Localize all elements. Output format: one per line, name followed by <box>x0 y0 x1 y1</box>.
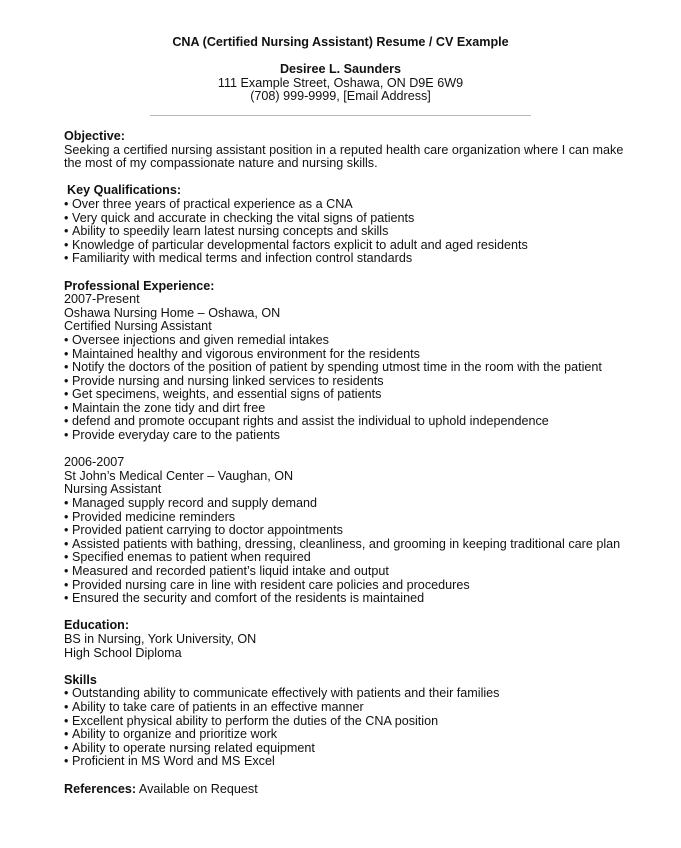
references-line <box>64 783 644 797</box>
list-item: • Proficient in MS Word and MS Excel <box>64 754 275 769</box>
skills-list <box>64 687 644 769</box>
job-employer: St John’s Medical Center – Vaughan, ON <box>64 468 294 483</box>
list-item: • Measured and recorded patient’s liquid intake and output <box>64 564 389 578</box>
bullet-icon: • <box>64 496 69 511</box>
list-item: • Provided nursing care in line with resident care policies and procedures <box>64 577 470 592</box>
job-role: Certified Nursing Assistant <box>64 319 212 334</box>
list-item: • Maintain the zone tidy and dirt free <box>64 400 266 415</box>
objective-text: Seeking a certified nursing assistant position in a reputed health care organization where I can make the most of my compassionate nature and nursing skills. <box>64 142 624 171</box>
job-duties-list <box>64 497 644 606</box>
bullet-icon: • <box>64 251 69 266</box>
list-item: • Ability to operate nursing related equipment <box>64 740 315 755</box>
list-item: • Get specimens, weights, and essential signs of patients <box>64 387 382 402</box>
bullet-icon: • <box>64 400 69 415</box>
bullet-icon: • <box>64 224 69 239</box>
bullet-icon: • <box>64 346 69 361</box>
list-item: • defend and promote occupant rights and assist the individual to uphold independence <box>64 414 549 429</box>
list-item: • Ensured the security and comfort of the residents is maintained <box>64 591 425 606</box>
references-value: Available on Request <box>138 781 258 796</box>
contact-address: 111 Example Street, Oshawa, ON D9E 6W9 <box>217 75 464 90</box>
education-item: BS in Nursing, York University, ON <box>64 631 257 646</box>
bullet-icon: • <box>64 713 69 728</box>
bullet-icon: • <box>64 332 69 347</box>
bullet-icon: • <box>64 387 69 402</box>
skills-heading: Skills <box>64 672 97 687</box>
list-item: • Notify the doctors of the position of patient by spending utmost time in the room with the patient <box>64 360 602 375</box>
education-item: High School Diploma <box>64 645 182 660</box>
resume-body <box>64 130 644 796</box>
list-item: • Assisted patients with bathing, dressing, cleanliness, and grooming in keeping traditional care plan <box>64 536 621 551</box>
bullet-icon: • <box>64 564 69 578</box>
bullet-icon: • <box>64 414 69 429</box>
list-item: • Knowledge of particular developmental factors explicit to adult and aged residents <box>64 237 528 252</box>
list-item: • Provided medicine reminders <box>64 509 236 524</box>
bullet-icon: • <box>64 237 69 252</box>
bullet-icon: • <box>64 727 69 742</box>
job-role: Nursing Assistant <box>64 482 162 497</box>
list-item: • Provided patient carrying to doctor appointments <box>64 523 343 538</box>
header-divider <box>150 115 531 116</box>
contact-header <box>0 63 681 104</box>
document-title: CNA (Certified Nursing Assistant) Resume / CV Example <box>172 35 509 49</box>
list-item: • Oversee injections and given remedial intakes <box>64 332 329 347</box>
list-item: • Over three years of practical experience as a CNA <box>64 196 353 211</box>
job-dates: 2006-2007 <box>64 455 125 470</box>
bullet-icon: • <box>64 699 69 714</box>
bullet-icon: • <box>64 536 69 551</box>
experience-heading: Professional Experience: <box>64 278 215 293</box>
bullet-icon: • <box>64 373 69 388</box>
job-employer: Oshawa Nursing Home – Oshawa, ON <box>64 305 281 320</box>
bullet-icon: • <box>64 591 69 606</box>
list-item: • Outstanding ability to communicate effectively with patients and their families <box>64 686 500 701</box>
list-item: • Excellent physical ability to perform the duties of the CNA position <box>64 713 439 728</box>
qualifications-heading: Key Qualifications: <box>67 183 182 198</box>
list-item: • Provide everyday care to the patients <box>64 428 280 443</box>
list-item: • Provide nursing and nursing linked services to residents <box>64 373 384 388</box>
bullet-icon: • <box>64 428 69 443</box>
job-entry <box>64 456 644 606</box>
list-item: • Maintained healthy and vigorous environment for the residents <box>64 346 420 361</box>
bullet-icon: • <box>64 360 69 375</box>
references-label: References: <box>64 781 137 796</box>
education-heading: Education: <box>64 618 130 633</box>
bullet-icon: • <box>64 210 69 225</box>
list-item: • Ability to speedily learn latest nursing concepts and skills <box>64 224 389 239</box>
list-item: • Ability to organize and prioritize work <box>64 727 278 742</box>
bullet-icon: • <box>64 523 69 538</box>
bullet-icon: • <box>64 550 69 565</box>
list-item: • Managed supply record and supply demand <box>64 496 318 511</box>
list-item: • Specified enemas to patient when required <box>64 550 311 565</box>
objective-heading: Objective: <box>64 129 125 143</box>
bullet-icon: • <box>64 686 69 701</box>
job-dates: 2007-Present <box>64 292 140 307</box>
bullet-icon: • <box>64 577 69 592</box>
bullet-icon: • <box>64 509 69 524</box>
contact-phone-email: (708) 999-9999, [Email Address] <box>250 89 431 104</box>
bullet-icon: • <box>64 754 69 769</box>
list-item: • Ability to take care of patients in an effective manner <box>64 699 364 714</box>
job-entry <box>64 293 644 443</box>
list-item: • Very quick and accurate in checking the vital signs of patients <box>64 210 415 225</box>
bullet-icon: • <box>64 740 69 755</box>
candidate-name: Desiree L. Saunders <box>279 62 402 76</box>
list-item: • Familiarity with medical terms and infection control standards <box>64 251 413 266</box>
job-duties-list <box>64 334 644 443</box>
bullet-icon: • <box>64 196 69 211</box>
qualifications-list <box>64 198 644 266</box>
